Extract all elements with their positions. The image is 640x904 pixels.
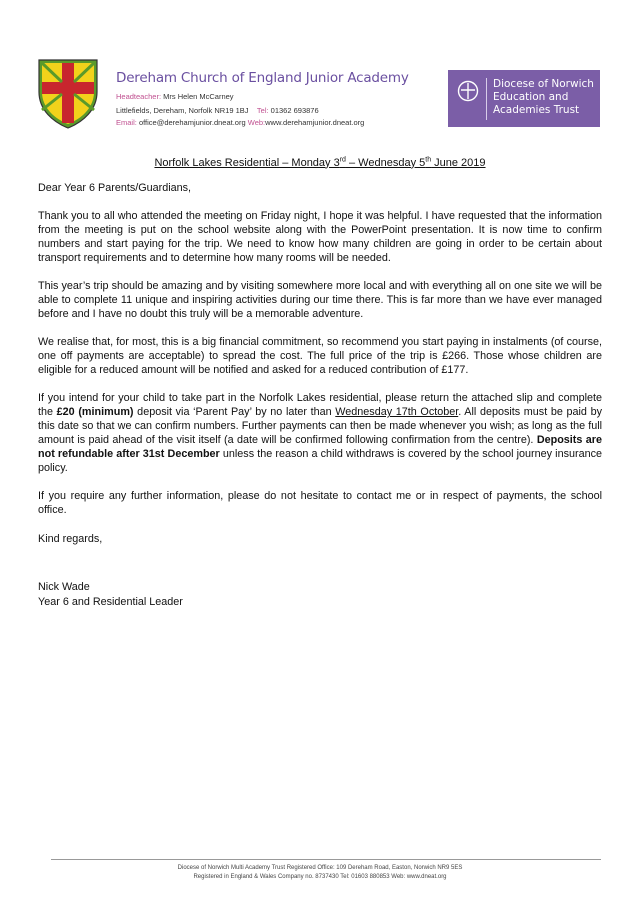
closing: Kind regards, bbox=[38, 533, 103, 545]
signature-block bbox=[38, 580, 183, 610]
footer-line-1: Diocese of Norwich Multi Academy Trust Registered Office: 109 Dereham Road, Easton, Norwich NR9 5ES bbox=[177, 865, 463, 871]
title-part-b: – Wednesday 5 bbox=[345, 156, 426, 169]
tel-label: Tel: bbox=[256, 106, 269, 115]
footer-divider bbox=[51, 859, 601, 860]
letter-body bbox=[38, 181, 602, 531]
address-line bbox=[116, 106, 436, 115]
school-details bbox=[116, 70, 436, 127]
diocese-line-2: Education and bbox=[493, 91, 569, 103]
p4-text-c: deposit via ‘Parent Pay’ by no later than bbox=[133, 406, 336, 418]
headteacher-label: Headteacher: bbox=[116, 92, 162, 101]
contact-line bbox=[116, 118, 436, 127]
title-part-c: June 2019 bbox=[431, 156, 486, 169]
p4-text-e: . All deposits must be paid by this date so that we can confirm numbers. Further payments can then be made whenever you wish; as long as the full amount is paid ahead of the visit itself (a date will be confirmed following confirmation from the centre). bbox=[38, 406, 602, 446]
headteacher-line bbox=[116, 92, 436, 101]
school-address: Littlefields, Dereham, Norfolk NR19 1BJ bbox=[116, 106, 249, 115]
school-tel: 01362 693876 bbox=[270, 106, 319, 115]
deposit-deadline: Wednesday 17th October bbox=[335, 406, 459, 418]
diocese-line-1: Diocese of Norwich bbox=[493, 78, 594, 90]
title-part-a: Norfolk Lakes Residential – Monday 3 bbox=[154, 156, 340, 169]
signer-name: Nick Wade bbox=[38, 581, 90, 593]
paragraph-4 bbox=[38, 391, 602, 475]
p4-text-g: unless the reason a child withdraws is covered by the school journey insurance policy. bbox=[38, 448, 603, 474]
diocese-line-3: Academies Trust bbox=[493, 104, 580, 116]
letter-title bbox=[0, 156, 640, 169]
diocese-name bbox=[493, 78, 599, 117]
email-label: Email: bbox=[116, 118, 137, 127]
signer-role: Year 6 and Residential Leader bbox=[38, 596, 183, 608]
refund-notice: Deposits are not refundable after 31st December bbox=[38, 434, 602, 460]
paragraph-3: We realise that, for most, this is a big financial commitment, so recommend you start paying in instalments (of course, one off payments are acceptable) to spread the cost. The full price of the trip is £266. Those whose children are eligible for a reduced amount will be notified and asked for a reduced contribution of £177. bbox=[38, 336, 602, 376]
web-label: Web: bbox=[247, 118, 266, 127]
p4-text-a: If you intend for your child to take part in the Norfolk Lakes residential, please return the attached slip and complete the bbox=[38, 392, 602, 418]
footer-line-2: Registered in England & Wales Company no. 8737430 Tel: 01603 880853 Web: www.dneat.org bbox=[193, 874, 447, 880]
paragraph-2: This year’s trip should be amazing and by visiting somewhere more local and with everything all on one site we will be able to complete 11 unique and inspiring activities during our time there. This is far more than we have ever managed before and I have no doubt this truly will be a memorable adventure. bbox=[38, 280, 602, 320]
diocese-divider bbox=[486, 78, 487, 120]
school-web[interactable]: www.derehamjunior.dneat.org bbox=[265, 118, 365, 127]
paragraph-5: If you require any further information, please do not hesitate to contact me or in respect of payments, the school office. bbox=[38, 490, 602, 516]
school-crest-icon bbox=[37, 58, 99, 130]
salutation: Dear Year 6 Parents/Guardians, bbox=[38, 182, 192, 194]
title-sup-2: th bbox=[425, 156, 432, 163]
paragraph-1: Thank you to all who attended the meeting on Friday night, I hope it was helpful. I have requested that the information from the meeting is put on the school website along with the PowerPoint presentation. It is now time to confirm numbers and start paying for the trip. We need to know how many children are going in order to be certain about transport requirements and to determine how many rooms will be needed. bbox=[38, 210, 602, 264]
deposit-amount: £20 (minimum) bbox=[56, 406, 134, 418]
footer bbox=[0, 864, 640, 882]
diocese-cross-icon bbox=[457, 80, 479, 102]
headteacher-name: Mrs Helen McCarney bbox=[163, 92, 234, 101]
diocese-logo bbox=[448, 70, 600, 127]
school-name: Dereham Church of England Junior Academy bbox=[116, 70, 409, 86]
title-sup-1: rd bbox=[339, 156, 346, 163]
school-email[interactable]: office@derehamjunior.dneat.org bbox=[138, 118, 246, 127]
